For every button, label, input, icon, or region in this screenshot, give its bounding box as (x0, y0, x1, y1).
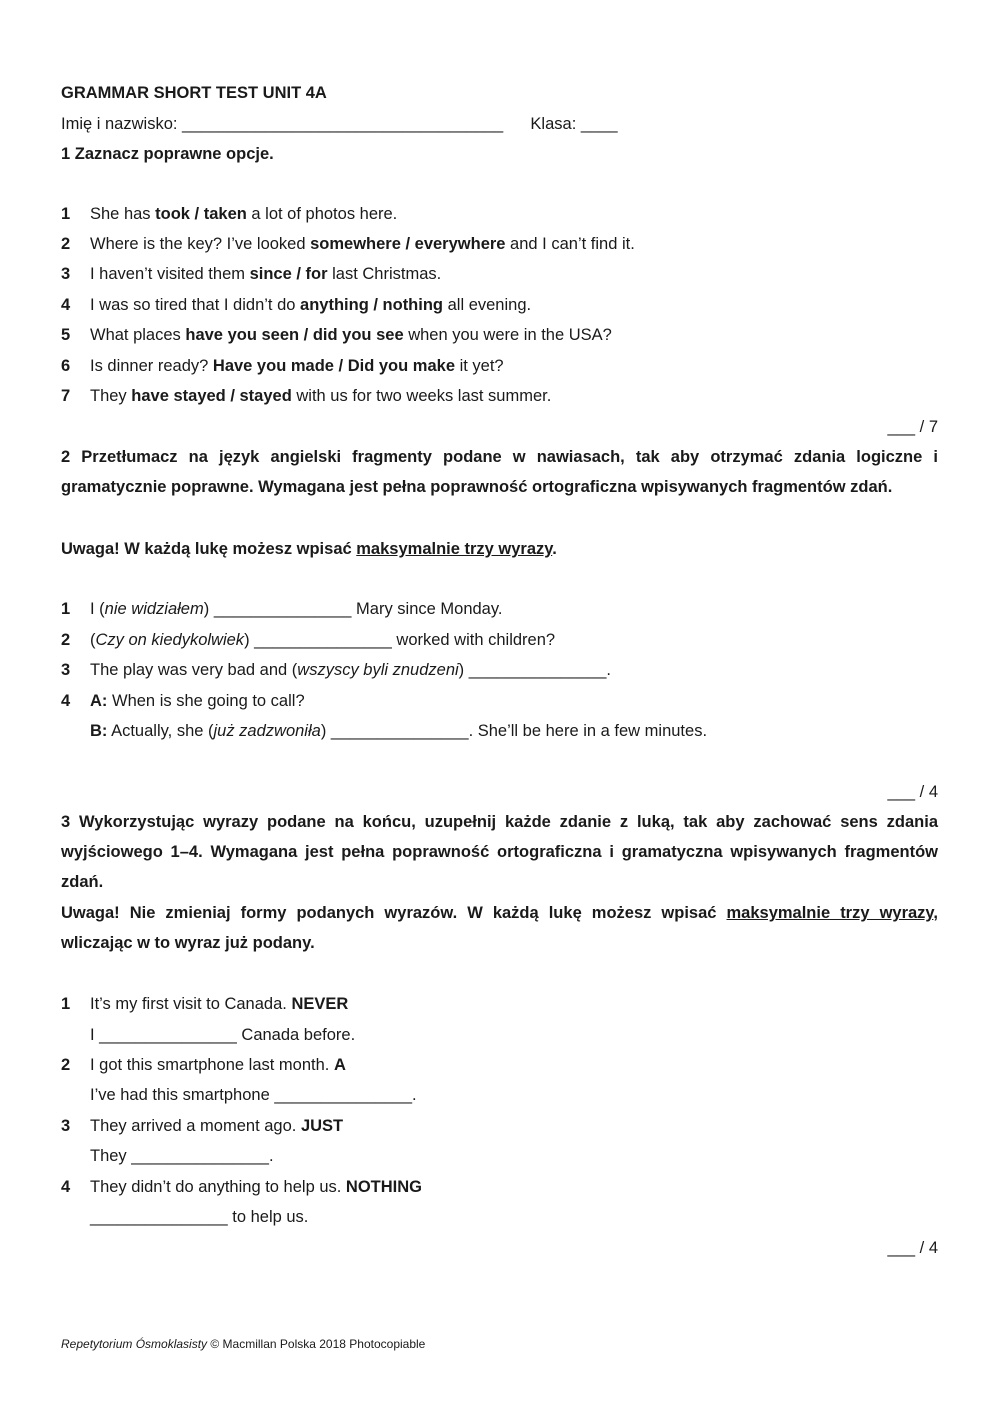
answer-blank[interactable]: _______________ (213, 600, 352, 618)
ex2-heading: 2 Przetłumacz na język angielski fragmenty podane w nawiasach, tak aby otrzymać zdania logiczne i gramatycznie poprawne. Wymagana jest pełna poprawność ortograficzna wpisywanych fragmentów zdań. (61, 448, 938, 496)
ex1-item: 4 I was so tired that I didn’t do anything / nothing all evening. (61, 296, 532, 314)
answer-blank[interactable]: _______________ (90, 1208, 228, 1226)
ex2-item: 2 (Czy on kiedykolwiek) _______________ worked with children? (61, 631, 556, 649)
ex3-item: 4 They didn’t do anything to help us. NOTHING (61, 1178, 423, 1196)
ex3-score: ___ / 4 (887, 1239, 938, 1257)
ex2-item: 3 The play was very bad and (wszyscy byli znudzeni) _______________. (61, 661, 612, 679)
option-choice[interactable]: have stayed / stayed (131, 387, 292, 405)
option-choice[interactable]: anything / nothing (300, 296, 444, 314)
ex3-item: 1 It’s my first visit to Canada. NEVER (61, 995, 349, 1013)
footer: Repetytorium Ósmoklasisty © Macmillan Polska 2018 Photocopiable (61, 1337, 426, 1351)
name-class-line (61, 109, 938, 139)
ex2-item: 1 I (nie widziałem) _______________ Mary since Monday. (61, 600, 503, 618)
ex1-item: 5 What places have you seen / did you see when you were in the USA? (61, 326, 612, 344)
ex3-item-answer: I _______________ Canada before. (90, 1026, 356, 1044)
ex3-item: 3 They arrived a moment ago. JUST (61, 1117, 344, 1135)
answer-blank[interactable]: _______________ (468, 661, 607, 679)
answer-blank[interactable]: _______________ (254, 631, 392, 649)
ex1-item: 2 Where is the key? I’ve looked somewhere / everywhere and I can’t find it. (61, 235, 635, 253)
answer-blank[interactable]: _______________ (131, 1147, 269, 1165)
test-title: GRAMMAR SHORT TEST UNIT 4A (61, 84, 327, 102)
option-choice[interactable]: took / taken (155, 205, 247, 223)
ex3-item-answer: _______________ to help us. (90, 1208, 309, 1226)
name-blank: ___________________________________ (182, 115, 504, 133)
class-blank: ____ (580, 115, 618, 133)
option-choice[interactable]: since / for (249, 265, 328, 283)
name-label: Imię i nazwisko: (61, 115, 178, 133)
answer-blank[interactable]: _______________ (330, 722, 469, 740)
ex3-note: Uwaga! Nie zmieniaj formy podanych wyrazów. W każdą lukę możesz wpisać maksymalnie trzy wyrazy, wliczając w to wyraz już podany. (61, 904, 938, 952)
ex1-item: 3 I haven’t visited them since / for last Christmas. (61, 265, 442, 283)
answer-blank[interactable]: _______________ (274, 1086, 413, 1104)
option-choice[interactable]: Have you made / Did you make (212, 357, 455, 375)
ex1-item: 1 She has took / taken a lot of photos here. (61, 205, 398, 223)
ex3-heading: 3 Wykorzystując wyrazy podane na końcu, uzupełnij każde zdanie z luką, tak aby zachować sens zdania wyjściowego 1–4. Wymagana jest pełna poprawność ortograficzna i gramatyczna wpisywanych fragmentów zdań. (61, 813, 938, 891)
class-label: Klasa: (530, 115, 577, 133)
ex2-score: ___ / 4 (887, 783, 938, 801)
ex1-score: ___ / 7 (887, 418, 938, 436)
ex1-item: 7 They have stayed / stayed with us for two weeks last summer. (61, 387, 552, 405)
ex1-item: 6 Is dinner ready? Have you made / Did you make it yet? (61, 357, 504, 375)
answer-blank[interactable]: _______________ (99, 1026, 237, 1044)
ex3-item-answer: I’ve had this smartphone _______________. (90, 1086, 417, 1104)
ex3-item: 2 I got this smartphone last month. A (61, 1056, 346, 1074)
option-choice[interactable]: have you seen / did you see (185, 326, 404, 344)
ex2-item-b: B: Actually, she (już zadzwoniła) _______________. She’ll be here in a few minutes. (90, 722, 708, 740)
ex3-item-answer: They _______________. (90, 1147, 274, 1165)
ex1-heading: 1 Zaznacz poprawne opcje. (61, 145, 274, 163)
option-choice[interactable]: somewhere / everywhere (310, 235, 506, 253)
ex2-item: 4 A: When is she going to call? (61, 692, 305, 710)
ex2-note: Uwaga! W każdą lukę możesz wpisać maksymalnie trzy wyrazy. (61, 540, 557, 558)
